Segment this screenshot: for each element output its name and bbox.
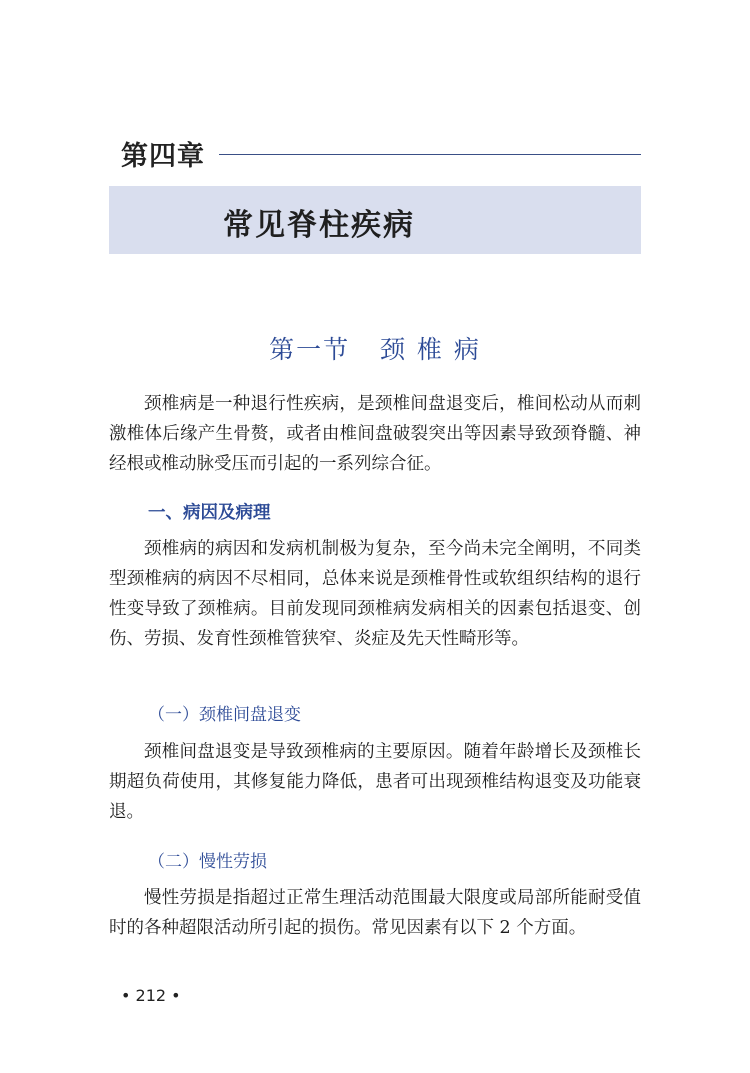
section-title: 第一节 颈 椎 病 — [269, 335, 481, 364]
chapter-title: 常见脊柱疾病 — [223, 208, 415, 243]
intro-text: 颈椎病是一种退行性疾病，是颈椎间盘退变后，椎间松动从而刺激椎体后缘产生骨赘，或者由椎间盘破裂突出等因素导致颈脊髓、神经根或椎动脉受压而引起的一系列综合征。 — [109, 394, 641, 474]
chapter-rule-divider — [219, 154, 641, 155]
disc-degeneration-paragraph — [109, 737, 641, 827]
chronic-strain-paragraph — [109, 883, 641, 943]
page-number: • 212 • — [121, 986, 181, 1005]
chronic-strain-text: 慢性劳损是指超过正常生理活动范围最大限度或局部所能耐受值时的各种超限活动所引起的损伤。常见因素有以下 2 个方面。 — [109, 888, 641, 938]
chapter-label: 第四章 — [121, 140, 205, 172]
heading-disc-degeneration: （一）颈椎间盘退变 — [148, 705, 301, 725]
etiology-text: 颈椎病的病因和发病机制极为复杂，至今尚未完全阐明，不同类型颈椎病的病因不尽相同，总体来说是颈椎骨性或软组织结构的退行性变导致了颈椎病。目前发现同颈椎病发病相关的因素包括退变、创伤、劳损、发育性颈椎管狭窄、炎症及先天性畸形等。 — [109, 539, 641, 649]
etiology-paragraph — [109, 534, 641, 654]
intro-paragraph — [109, 389, 641, 479]
chapter-title-band — [109, 186, 641, 254]
heading-etiology: 一、病因及病理 — [148, 503, 271, 523]
heading-chronic-strain: （二）慢性劳损 — [148, 852, 267, 872]
chapter-header — [121, 133, 641, 173]
disc-degeneration-text: 颈椎间盘退变是导致颈椎病的主要原因。随着年龄增长及颈椎长期超负荷使用，其修复能力降低，患者可出现颈椎结构退变及功能衰退。 — [109, 742, 641, 822]
